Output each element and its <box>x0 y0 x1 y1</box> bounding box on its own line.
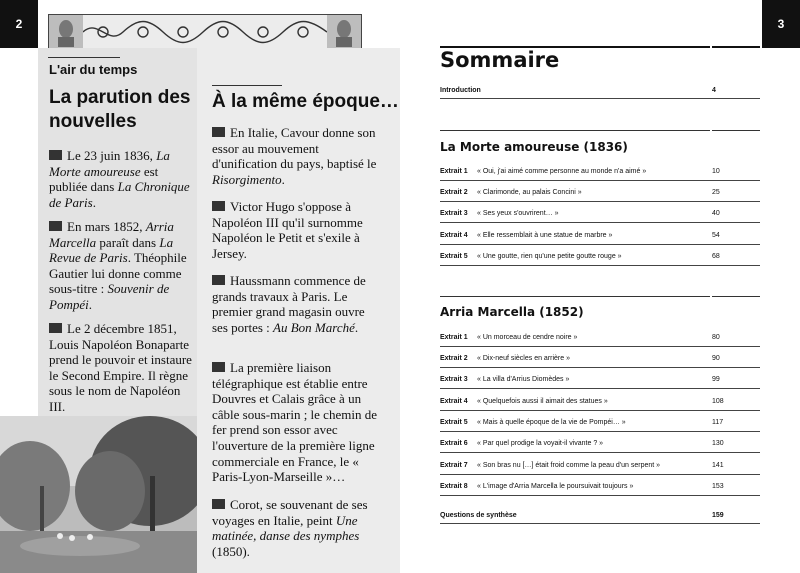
toc-section-title: La Morte amoureuse (1836) <box>440 140 628 154</box>
toc-page-number: 90 <box>712 355 720 362</box>
divider <box>712 130 760 131</box>
bullet-square-icon <box>49 221 62 231</box>
divider <box>712 296 760 297</box>
toc-entry-text: « Ses yeux s'ouvrirent… » <box>477 210 559 217</box>
bullet-square-icon <box>49 150 62 160</box>
bullet-square-icon <box>212 275 225 285</box>
toc-entry-label: Extrait 8 <box>440 483 468 490</box>
toc-page-number: 99 <box>712 376 720 383</box>
toc-page-number: 80 <box>712 334 720 341</box>
toc-page-number: 108 <box>712 398 724 405</box>
toc-entry-text: « Clarimonde, au palais Concini » <box>477 189 582 196</box>
portrait-icon <box>327 15 361 49</box>
paragraph: Haussmann commence de grands travaux à Paris. Le premier grand magasin ouvre ses portes : Au Bon Marché. <box>212 273 366 335</box>
toc-entry-text: « L'image d'Arria Marcella le poursuivait toujours » <box>477 483 634 490</box>
toc-page-number: 25 <box>712 189 720 196</box>
bullet-square-icon <box>212 127 225 137</box>
toc-entry-label: Extrait 3 <box>440 210 468 217</box>
toc-page-number: 10 <box>712 168 720 175</box>
toc-entry[interactable] <box>440 187 760 202</box>
toc-entry[interactable] <box>440 396 760 411</box>
toc-entry-label: Extrait 7 <box>440 462 468 469</box>
toc-entry-label: Extrait 4 <box>440 232 468 239</box>
toc-entry-text: « La villa d'Arrius Diomèdes » <box>477 376 570 383</box>
toc-entry-text: « Un morceau de cendre noire » <box>477 334 578 341</box>
portrait-icon <box>49 15 83 49</box>
toc-entry-text: « Dix-neuf siècles en arrière » <box>477 355 570 362</box>
toc-synthese-row[interactable] <box>440 511 760 524</box>
toc-entry[interactable] <box>440 481 760 496</box>
toc-entry[interactable] <box>440 332 760 347</box>
toc-entry[interactable] <box>440 374 760 389</box>
page-title: La parution des nouvelles <box>49 87 191 132</box>
toc-entry-text: « Quelquefois aussi il aimait des statues » <box>477 398 608 405</box>
decorative-banner <box>48 14 362 50</box>
page-number-left: 2 <box>0 0 38 48</box>
toc-section-title: Arria Marcella (1852) <box>440 305 584 319</box>
toc-entry[interactable] <box>440 438 760 453</box>
toc-page-number: 117 <box>712 419 724 426</box>
toc-page-number: 54 <box>712 232 720 239</box>
toc-entry-text: « Elle ressemblait à une statue de marbre » <box>477 232 613 239</box>
toc-entry-text: « Oui, j'ai aimé comme personne au monde n'a aimé » <box>477 168 647 175</box>
toc-intro-label: Introduction <box>440 87 481 94</box>
ornament-icon <box>83 15 327 49</box>
toc-entry[interactable] <box>440 230 760 245</box>
toc-entry-label: Extrait 1 <box>440 334 468 341</box>
paragraph: Victor Hugo s'oppose à Napoléon III qu'il surnomme Napoléon le Petit et s'exile à Jersey. <box>212 199 363 261</box>
toc-entry-text: « Mais à quelle époque de la vie de Pompéi… » <box>477 419 626 426</box>
toc-page-number: 153 <box>712 483 724 490</box>
toc-entry-text: « Par quel prodige la voyait-il vivante ? » <box>477 440 604 447</box>
paragraph: En mars 1852, Arria Marcella paraît dans La Revue de Paris. Théophile Gautier lui donne comme sous-titre : Souvenir de Pompéi. <box>49 219 187 312</box>
bullet-square-icon <box>212 499 225 509</box>
toc-entry[interactable] <box>440 251 760 266</box>
toc-entry-label: Extrait 1 <box>440 168 468 175</box>
toc-entry[interactable] <box>440 353 760 368</box>
divider <box>48 57 120 58</box>
landscape-engraving-image <box>0 416 197 573</box>
sommaire-title: Sommaire <box>440 48 560 72</box>
toc-page-number: 4 <box>712 87 716 94</box>
toc-page-number: 141 <box>712 462 724 469</box>
toc-entry-text: « Une goutte, rien qu'une petite goutte rouge » <box>477 253 622 260</box>
toc-page-number: 40 <box>712 210 720 217</box>
bullet-square-icon <box>212 362 225 372</box>
toc-entry[interactable] <box>440 460 760 475</box>
toc-entry-label: Extrait 4 <box>440 398 468 405</box>
column-title: À la même époque… <box>212 91 399 112</box>
divider <box>440 130 710 131</box>
toc-entry-label: Extrait 5 <box>440 419 468 426</box>
divider <box>212 85 282 86</box>
toc-entry[interactable] <box>440 417 760 432</box>
paragraph: Le 23 juin 1836, La Morte amoureuse est publiée dans La Chronique de Paris. <box>49 148 190 210</box>
toc-entry-label: Extrait 3 <box>440 376 468 383</box>
page-number-right: 3 <box>762 0 800 48</box>
toc-entry-label: Extrait 6 <box>440 440 468 447</box>
toc-entry-text: « Son bras nu […] était froid comme la peau d'un serpent » <box>477 462 661 469</box>
paragraph: La première liaison télégraphique est établie entre Douvres et Calais grâce à un câble sous-marin ; le chemin de fer prend son essor avec l'ouverture de la première ligne commerciale en France, le « Paris-Lyon-Marseille »… <box>212 360 377 485</box>
divider <box>712 46 760 48</box>
bullet-square-icon <box>49 323 62 333</box>
toc-page-number: 130 <box>712 440 724 447</box>
divider <box>440 296 710 297</box>
toc-intro-row[interactable] <box>440 86 760 99</box>
toc-page-number: 159 <box>712 512 724 519</box>
section-kicker: L'air du temps <box>49 62 138 77</box>
paragraph: Le 2 décembre 1851, Louis Napoléon Bonaparte prend le pouvoir et instaure le Second Empire. Il règne sous le nom de Napoléon III. <box>49 321 192 414</box>
toc-entry-label: Extrait 5 <box>440 253 468 260</box>
bullet-square-icon <box>212 201 225 211</box>
toc-synthese-label: Questions de synthèse <box>440 512 517 519</box>
paragraph: En Italie, Cavour donne son essor au mouvement d'unification du pays, baptisé le Risorgimento. <box>212 125 377 187</box>
paragraph: Corot, se souvenant de ses voyages en Italie, peint Une matinée, danse des nymphes (1850). <box>212 497 368 559</box>
toc-entry[interactable] <box>440 208 760 223</box>
toc-entry-label: Extrait 2 <box>440 189 468 196</box>
toc-entry-label: Extrait 2 <box>440 355 468 362</box>
toc-page-number: 68 <box>712 253 720 260</box>
toc-entry[interactable] <box>440 166 760 181</box>
